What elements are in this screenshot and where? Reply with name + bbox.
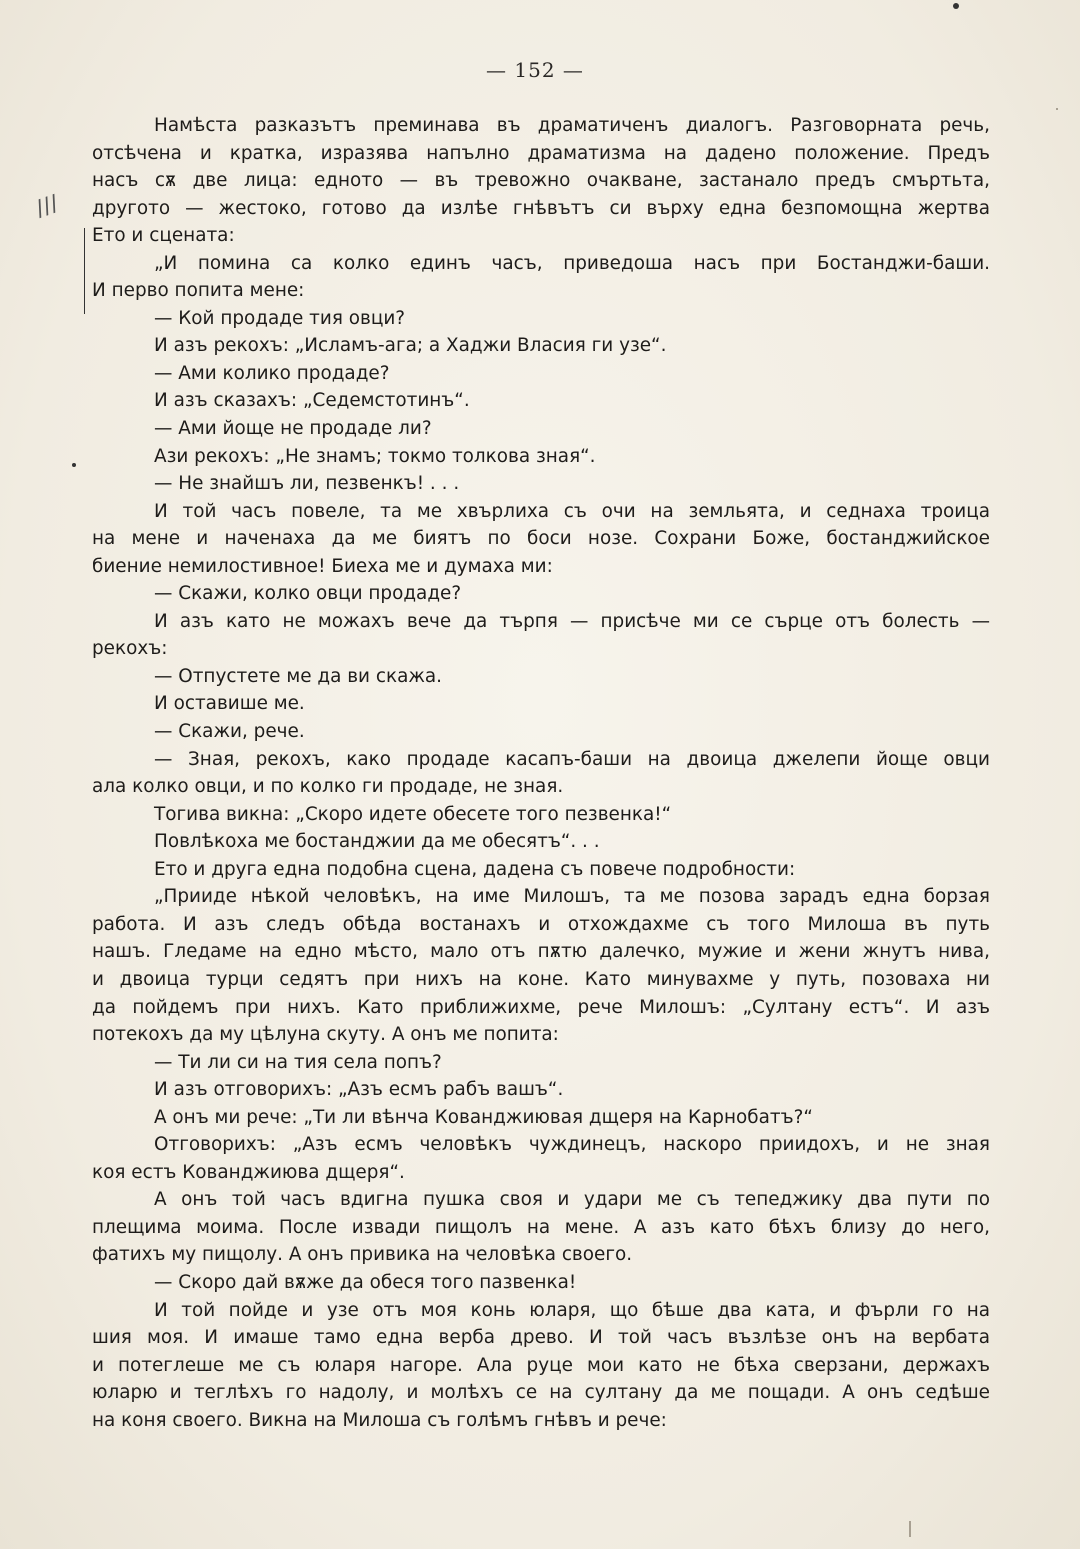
text-line: И азъ сказахъ: „Седемстотинъ“. <box>154 390 470 412</box>
text-line: А онъ той часъ вдигна пушка своя и удари ме съ тепеджику два пути по <box>154 1189 990 1211</box>
text-line: плещима моима. После извади пищолъ на мене. А азъ като бѣхъ близу до него, <box>92 1216 990 1238</box>
text-line: „Прииде нѣкой человѣкъ, на име Милошъ, та ме позова зарадъ една борзая <box>154 886 990 908</box>
text-line: и потеглеше ме съ юларя нагоре. Ала руце мои като не бѣха сверзани, держахъ <box>92 1354 990 1376</box>
text-line: „И помина са колко единъ часъ, приведоша насъ при Бостанджи-баши. <box>154 252 990 274</box>
ink-dot <box>953 3 959 9</box>
text-line: Намѣста разказътъ преминава въ драматиченъ диалогъ. Разговорната речь, <box>154 115 990 136</box>
text-line: Тогива викна: „Скоро идете обесете того пезвенка!“ <box>154 803 672 825</box>
text-line: ала колко овци, и по колко ги продаде, не зная. <box>92 776 564 798</box>
paper-fleck <box>1056 108 1058 110</box>
text-line: — Не знайшъ ли, пезвенкъ! . . . <box>154 473 460 495</box>
page-number: — 152 — <box>486 58 584 82</box>
text-line: — Скажи, рече. <box>154 721 305 743</box>
text-line: фатихъ му пищолу. А онъ привика на человѣка своего. <box>92 1244 633 1266</box>
text-line: отсѣчена и кратка, изразява напълно драматизма на дадено положение. Предъ <box>92 142 990 164</box>
text-line: И азъ рекохъ: „Исламъ-ага; а Хаджи Власия ги узе“. <box>154 335 667 357</box>
text-line: — Кой продаде тия овци? <box>154 307 406 329</box>
text-line: — Ти ли си на тия села попъ? <box>154 1051 442 1073</box>
text-line: Ази рекохъ: „Не знамъ; токмо толкова зная“. <box>154 445 596 467</box>
text-line: коя естъ Кованджиюва дщеря“. <box>92 1161 405 1183</box>
ink-dot <box>72 463 76 467</box>
paper-fleck <box>909 1521 911 1537</box>
text-line: насъ сѫ две лица: едното — въ тревожно очакване, застанало предъ смъртьта, <box>92 170 990 192</box>
text-line: А онъ ми рече: „Ти ли вѣнча Кованджиювая дщеря на Карнобатъ?“ <box>154 1106 813 1128</box>
text-line: Повлѣкоха ме бостанджии да ме обесятъ“. . . <box>154 831 600 853</box>
margin-annotation: /// <box>32 190 62 223</box>
text-line: Ето и сцената: <box>92 225 235 247</box>
text-line: — Скажи, колко овци продаде? <box>154 583 462 605</box>
text-line: — Отпустете ме да ви скажа. <box>154 665 443 687</box>
text-line: — Ами колико продаде? <box>154 362 390 384</box>
text-line: нашъ. Гледаме на едно мѣсто, мало отъ пѫтю далечко, мужие и жени жнутъ нива, <box>92 941 990 963</box>
text-line: И той пойде и узе отъ моя конь юларя, що бѣше два ката, и фърли го на <box>154 1299 990 1321</box>
text-line: — Скоро дай вѫже да обеся того пазвенка! <box>154 1271 577 1293</box>
text-line: работа. И азъ следъ обѣда востанахъ и отхождахме съ того Милоша въ путь <box>92 913 990 935</box>
text-line: и двоица турци седятъ при нихъ на коне. Като минувахме у путь, позоваха ни <box>92 968 990 990</box>
text-line: И азъ като не можахъ вече да търпя — присѣче ми се сърце отъ болесть — <box>154 610 990 632</box>
text-line: на коня своего. Викна на Милоша съ голѣмъ гнѣвъ и рече: <box>92 1409 667 1431</box>
text-line: И перво попита мене: <box>92 280 305 302</box>
text-line: другото — жестоко, готово да излѣе гнѣвътъ си върху една безпомощна жертва <box>92 197 990 219</box>
text-line: Ето и друга една подобна сцена, дадена съ повече подробности: <box>154 858 796 880</box>
text-line: — Ами йоще не продаде ли? <box>154 418 432 440</box>
text-line: юларю и теглѣхъ го надолу, и молѣхъ се на султану да ме пощади. А онъ седѣше <box>92 1382 990 1404</box>
text-line: да пойдемъ при нихъ. Като приближихме, рече Милошъ: „Султану естъ“. И азъ <box>92 996 990 1018</box>
text-line: на мене и наченаха да ме биятъ по боси нозе. Сохрани Боже, бостанджийское <box>92 528 990 550</box>
text-line: — Зная, рекохъ, како продаде касапъ-баши на двоица джелепи йоще овци <box>154 748 990 770</box>
text-line: И той часъ повеле, та ме хвърлиха съ очи на земльята, и седнаха троица <box>154 500 990 522</box>
text-line: биение немилостивное! Биеха ме и думаха ми: <box>92 555 553 577</box>
margin-bracket <box>84 228 91 314</box>
text-line: И азъ отговорихъ: „Азъ есмъ рабъ вашъ“. <box>154 1079 564 1101</box>
body-text <box>92 112 990 1434</box>
text-line: шия моя. И имаше тамо една верба древо. И той часъ възлѣзе онъ на вербата <box>92 1327 990 1349</box>
text-line: Отговорихъ: „Азъ есмъ человѣкъ чуждинецъ, наскоро приидохъ, и не зная <box>154 1134 990 1156</box>
text-line: потекохъ да му цѣлуна скуту. А онъ ме попита: <box>92 1024 559 1046</box>
text-line: И оставише ме. <box>154 693 305 715</box>
text-line: рекохъ: <box>92 638 168 660</box>
